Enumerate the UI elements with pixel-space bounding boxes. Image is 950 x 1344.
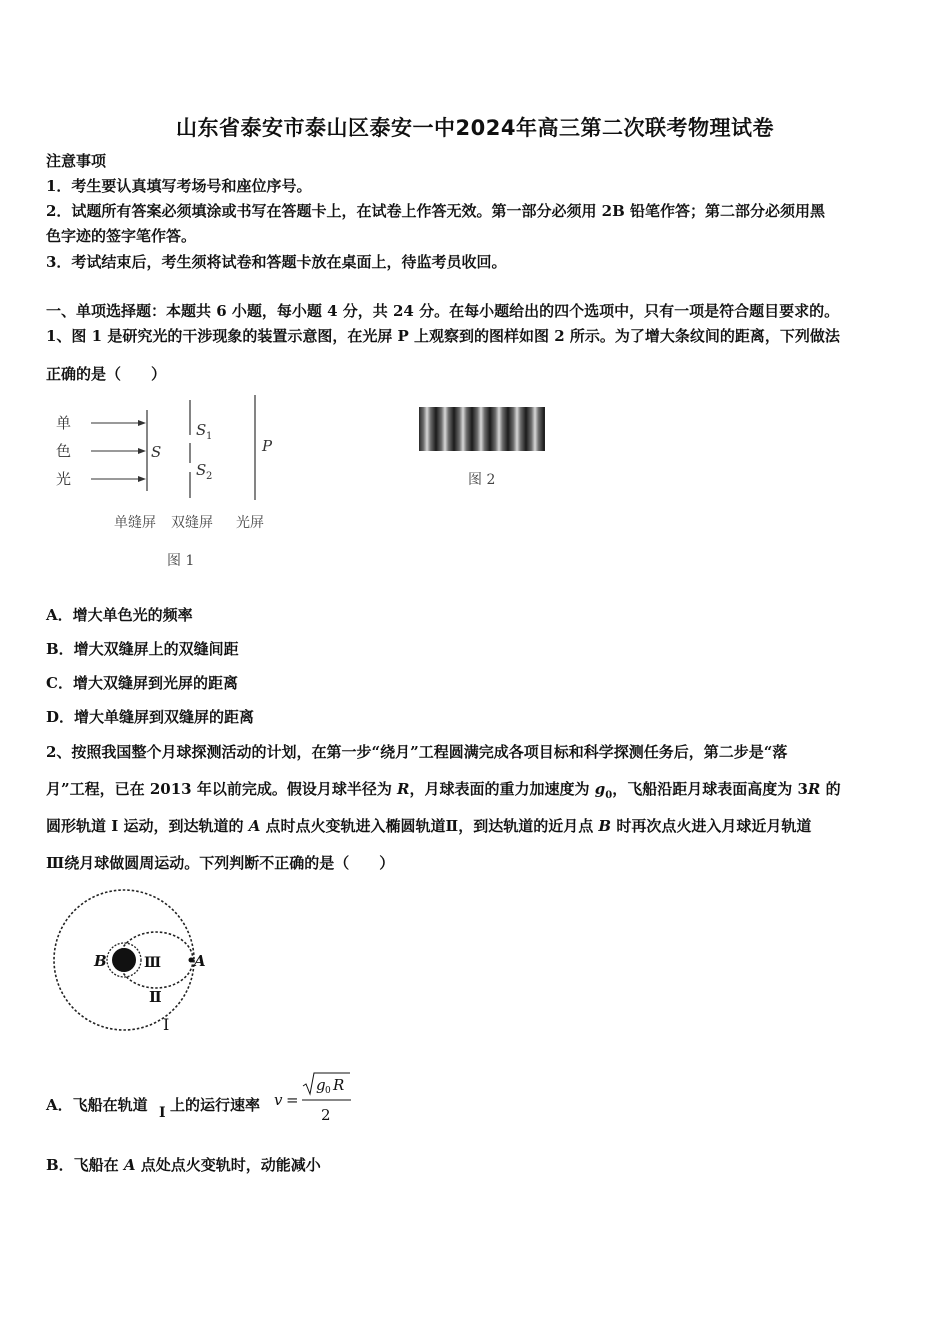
q1-figure-2 xyxy=(418,406,548,492)
label-p: P xyxy=(262,437,273,455)
svg-text:g: g xyxy=(316,1076,326,1094)
q2-stem-line4: Ⅲ绕月球做圆周运动。下列判断不正确的是（ ） xyxy=(46,854,395,872)
notice-item-1: 1．考生要认真填写考场号和座位序号。 xyxy=(46,177,312,195)
speed-formula xyxy=(272,1070,356,1130)
q2-orbit-figure xyxy=(46,885,216,1035)
light-char-3: 光 xyxy=(56,470,72,488)
label-s1-sub: 1 xyxy=(206,431,213,442)
label-a: A xyxy=(194,952,206,970)
light-char-2: 色 xyxy=(56,442,72,460)
q1-option-d: D．增大单缝屏到双缝屏的距离 xyxy=(46,708,255,726)
q2-option-b: B．飞船在 A 点处点火变轨时，动能减小 xyxy=(46,1156,321,1174)
q1-option-c: C．增大双缝屏到光屏的距离 xyxy=(46,674,238,692)
symbol-a: A xyxy=(248,817,261,835)
q1-stem-line2: 正确的是（ ） xyxy=(46,365,167,383)
svg-text:=: = xyxy=(286,1091,299,1109)
section-heading: 一、单项选择题：本题共 6 小题，每小题 4 分，共 24 分。在每小题给出的四个选项中，只有一项是符合题目要求的。 xyxy=(46,302,840,320)
light-arrows xyxy=(91,423,144,479)
q2-stem-line2: 月”工程，已在 2013 年以前完成。假设月球半径为 R，月球表面的重力加速度为 $g_0$，飞船沿距月球表面高度为 3R 的 xyxy=(46,780,841,801)
notice-heading: 注意事项 xyxy=(46,152,107,170)
label-light-screen: 光屏 xyxy=(236,515,264,531)
notice-item-3: 3．考试结束后，考生须将试卷和答题卡放在桌面上，待监考员收回。 xyxy=(46,253,507,271)
label-s: S xyxy=(151,443,162,461)
svg-text:0: 0 xyxy=(325,1086,331,1096)
notice-item-2-cont: 色字迹的签字笔作答。 xyxy=(46,227,197,245)
q1-option-b: B．增大双缝屏上的双缝间距 xyxy=(46,640,239,658)
light-char-1: 单 xyxy=(56,414,72,432)
svg-text:R: R xyxy=(333,1076,345,1094)
label-s2-sub: 2 xyxy=(206,471,213,482)
label-orbit-3: Ⅲ xyxy=(144,955,162,971)
label-single-slit-screen: 单缝屏 xyxy=(114,515,156,531)
q1-stem-line1: 1、图 1 是研究光的干涉现象的装置示意图，在光屏 P 上观察到的图样如图 2 所示。为了增大条纹间的距离，下列做法 xyxy=(46,327,840,345)
figure-2-caption: 图 2 xyxy=(468,472,496,488)
symbol-b: B xyxy=(598,817,612,835)
label-s2: S xyxy=(196,461,207,479)
q2-stem-line1: 2、按照我国整个月球探测活动的计划，在第一步“绕月”工程圆满完成各项目标和科学探测任务后，第二步是“落 xyxy=(46,743,788,761)
page-title: 山东省泰安市泰山区泰安一中2024年高三第二次联考物理试卷 xyxy=(176,116,774,140)
label-b: B xyxy=(94,952,107,970)
q2-stem-line3: 圆形轨道 I 运动，到达轨道的 A 点时点火变轨进入椭圆轨道Ⅱ，到达轨道的近月点 B 时再次点火进入月球近月轨道 xyxy=(46,817,812,835)
fringe-pattern xyxy=(419,407,545,451)
q1-figure-1 xyxy=(46,390,306,575)
symbol-g: g xyxy=(594,780,606,798)
notice-item-2: 2．试题所有答案必须填涂或书写在答题卡上，在试卷上作答无效。第一部分必须用 2B 铅笔作答；第二部分必须用黑 xyxy=(46,202,826,220)
q1-option-a: A．增大单色光的频率 xyxy=(46,606,193,624)
label-orbit-2: Ⅱ xyxy=(149,988,162,1006)
point-a xyxy=(189,958,194,963)
moon xyxy=(112,948,136,972)
label-double-slit-screen: 双缝屏 xyxy=(171,515,213,531)
figure-1-caption: 图 1 xyxy=(167,553,195,569)
symbol-r: R xyxy=(397,780,410,798)
label-s1: S xyxy=(196,421,207,439)
svg-text:v: v xyxy=(274,1091,283,1109)
label-orbit-1: I xyxy=(163,1015,170,1034)
svg-text:2: 2 xyxy=(321,1106,331,1124)
